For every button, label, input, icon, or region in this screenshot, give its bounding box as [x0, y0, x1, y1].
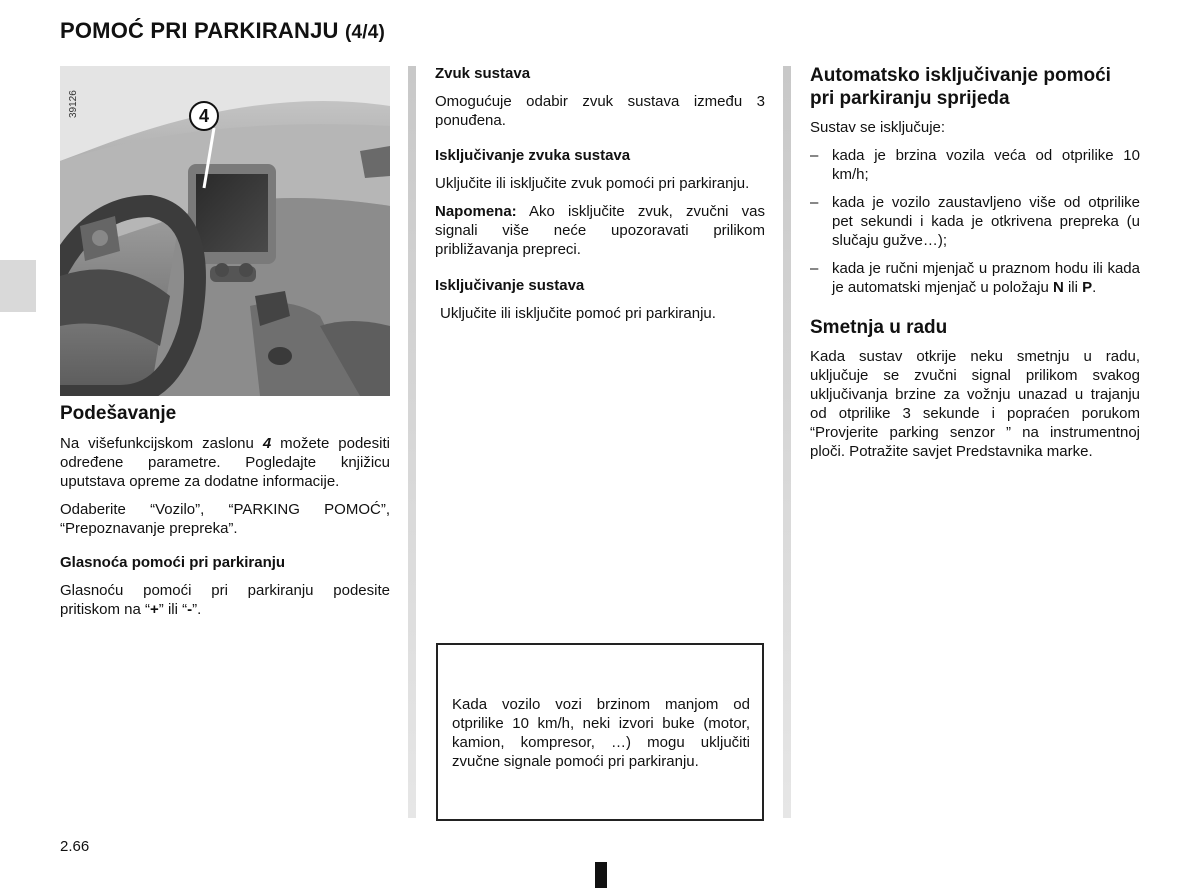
- column-gutter-left: [408, 66, 416, 818]
- column-gutter-right: [783, 66, 791, 818]
- note-label: Napomena:: [435, 203, 517, 220]
- text-run: ”.: [192, 601, 202, 618]
- dash-marker: –: [810, 194, 819, 211]
- figure-code: 39126: [68, 90, 79, 118]
- dashboard-illustration: [60, 66, 390, 396]
- menu-path-paragraph: Odaberite “Vozilo”, “PARKING POMOĆ”, “Prepoznavanje prepreka”.: [60, 501, 390, 537]
- fault-heading: Smetnja u radu: [810, 317, 948, 338]
- text-run: možete podesiti određene parametre. Pogledajte knjižicu uputstava opreme za dodatne informacije.: [60, 435, 390, 490]
- page-title-text: POMOĆ PRI PARKIRANJU: [60, 18, 339, 43]
- text-run: ” ili “: [158, 601, 188, 618]
- dash-marker: –: [810, 147, 819, 164]
- mute-sound-subheading: Isključivanje zvuka sustava: [435, 147, 631, 164]
- settings-heading: Podešavanje: [60, 403, 177, 424]
- system-sound-paragraph: Omogućuje odabir zvuk sustava između 3 ponuđena.: [435, 93, 765, 129]
- figure-callout: [184, 100, 224, 194]
- list-item: [810, 193, 1140, 250]
- section-thumb-tab: [0, 260, 36, 312]
- list-item-text: kada je vozilo zaustavljeno više od otprilike pet sekundi i kada je otkrivena prepreka (u slučaju gužve…);: [832, 194, 1140, 249]
- text-run: Na višefunkcijskom zaslonu: [60, 435, 263, 452]
- middle-column: [435, 64, 765, 323]
- note-paragraph: [435, 202, 765, 259]
- list-item-text: kada je brzina vozila veća od otprilike 10 km/h;: [832, 147, 1140, 183]
- page-title-part: (4/4): [344, 22, 386, 43]
- right-column: [810, 64, 1140, 461]
- info-box: [436, 643, 764, 821]
- callout-number: 4: [198, 106, 210, 126]
- page-marker-bar: [595, 862, 607, 888]
- list-item-text: kada je ručni mjenjač u praznom hodu ili kada je automatski mjenjač u položaju: [832, 260, 1140, 296]
- dashboard-photo: [60, 66, 390, 396]
- auto-disable-list: [810, 146, 1140, 297]
- minus-symbol: -: [187, 601, 193, 618]
- text-run: ili: [1063, 279, 1083, 296]
- list-item: [810, 259, 1140, 297]
- fault-paragraph: Kada sustav otkrije neku smetnju u radu, uključuje se zvučni signal prilikom svakog uključivanja brzine za vožnju unazad u trajanju od otprilike 3 sekunde i popraćen porukom “Provjerite parking senzor ” na instrumentnoj ploči. Potražite savjet Predstavnika marke.: [810, 348, 1140, 460]
- volume-paragraph: [60, 581, 390, 619]
- auto-disable-intro: Sustav se isključuje:: [810, 119, 946, 136]
- screen-reference-number: 4: [262, 435, 272, 452]
- disable-system-paragraph: Uključite ili isključite pomoć pri parkiranju.: [440, 305, 716, 322]
- plus-symbol: +: [150, 601, 159, 618]
- page-number: 2.66: [60, 838, 90, 855]
- info-box-text: Kada vozilo vozi brzinom manjom od otprilike 10 km/h, neki izvori buke (motor, kamion, kompresor, …) mogu uključiti zvučne signale pomoći pri parkiranju.: [452, 696, 750, 770]
- text-run: Ako isključite zvuk, zvučni vas signali više neće upozoravati prilikom približavanja prepreci.: [435, 203, 765, 258]
- disable-system-subheading: Isključivanje sustava: [435, 277, 585, 294]
- left-column: [60, 402, 390, 619]
- settings-paragraph: [60, 434, 390, 491]
- dash-marker: –: [810, 260, 819, 277]
- text-run: Glasnoću pomoći pri parkiranju podesite pritiskom na “: [60, 582, 390, 618]
- mute-sound-paragraph: Uključite ili isključite zvuk pomoći pri parkiranju.: [435, 175, 750, 192]
- gear-position-n: N: [1052, 279, 1064, 296]
- text-run: .: [1092, 279, 1097, 296]
- list-item: [810, 146, 1140, 184]
- system-sound-subheading: Zvuk sustava: [435, 65, 531, 82]
- auto-disable-heading: Automatsko isključivanje pomoći pri parkiranju sprijeda: [810, 65, 1111, 109]
- page-title: [60, 18, 385, 44]
- volume-subheading: Glasnoća pomoći pri parkiranju: [60, 554, 286, 571]
- gear-position-p: P: [1082, 279, 1093, 296]
